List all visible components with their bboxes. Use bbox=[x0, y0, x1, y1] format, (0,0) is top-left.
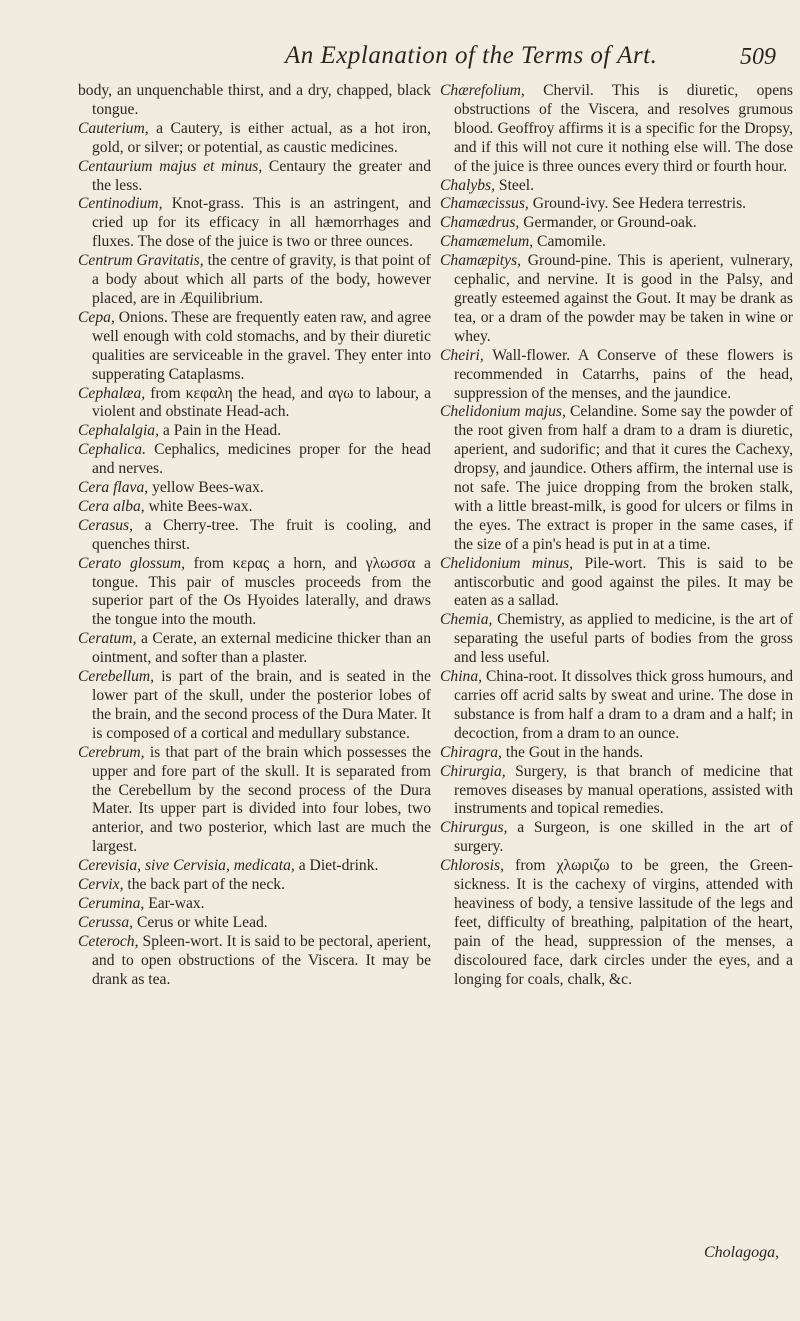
glossary-entry bbox=[78, 252, 431, 309]
entry-definition: Germander, or Ground-oak. bbox=[523, 214, 697, 232]
entry-definition: China-root. It dissolves thick gross humours, and carries off acrid salts by sweat and urine. The dose in substance is from half a dram to a dram and a half; in decoction, from a dram to an ounce. bbox=[454, 668, 793, 742]
entry-term: Cerasus, bbox=[78, 516, 134, 534]
entry-definition: Steel. bbox=[498, 176, 535, 194]
right-column bbox=[440, 82, 793, 990]
entry-term: Cera flava, bbox=[78, 479, 149, 497]
entry-definition: a Surgeon, is one skilled in the art of surgery. bbox=[454, 819, 794, 856]
glossary-entry bbox=[78, 120, 431, 158]
glossary-entry bbox=[78, 895, 431, 914]
glossary-entry bbox=[440, 555, 793, 612]
entry-definition: from χλωριζω to be green, the Green-sickness. It is the cachexy of virgins, attended with heaviness of body, a tensive lassitude of the legs and feet, difficulty of breathing, palpitation of the heart, pain of the head, suppression of the menses, a discoloured face, dark circles under the eyes, and a longing for coals, chalk, &c. bbox=[454, 857, 794, 988]
entry-definition: a Cherry-tree. The fruit is cooling, and quenches thirst. bbox=[92, 516, 431, 553]
entry-term: Cerato glossum, bbox=[78, 554, 185, 572]
entry-term: Cerevisia, sive Cervisia, medicata, bbox=[78, 857, 295, 875]
entry-definition: Spleen-wort. It is said to be pectoral, aperient, and to open obstructions of the Viscera. It may be drank as tea. bbox=[92, 932, 431, 988]
glossary-entry bbox=[440, 763, 793, 820]
entry-term: Centaurium majus et minus, bbox=[78, 157, 263, 175]
entry-definition: a Cerate, an external medicine thicker than an ointment, and softer than a plaster. bbox=[92, 630, 431, 667]
glossary-entry bbox=[78, 857, 431, 876]
entry-term: Cera alba, bbox=[78, 497, 145, 515]
entry-definition: Ear-wax. bbox=[148, 894, 205, 912]
glossary-entry bbox=[440, 403, 793, 554]
entry-term: Cephalalgia, bbox=[78, 422, 159, 440]
entry-term: Cephalica. bbox=[78, 441, 146, 459]
entry-definition: a Diet-drink. bbox=[298, 857, 379, 875]
entry-definition: Chemistry, as applied to medicine, is the art of separating the useful parts of bodies from the gross and less useful. bbox=[454, 611, 793, 667]
entry-term: Cerussa, bbox=[78, 913, 134, 931]
entry-definition: Ground-ivy. See Hedera terrestris. bbox=[532, 195, 747, 213]
entry-term: Centrum Gravitatis, bbox=[78, 252, 204, 270]
entry-definition: Ground-pine. This is aperient, vulnerary, cephalic, and nervine. It is good in the Palsy, and greatly esteemed against the Gout. It may be drank as tea, or a dram of the powder may be taken in wine or whey. bbox=[454, 252, 793, 345]
glossary-entry bbox=[78, 309, 431, 385]
entry-definition: Wall-flower. A Conserve of these flowers is recommended in Catarrhs, pains of the head, suppression of the menses, and the jaundice. bbox=[454, 346, 793, 402]
glossary-entry bbox=[78, 933, 431, 990]
entry-term: Cepa, bbox=[78, 308, 115, 326]
left-column bbox=[78, 82, 431, 990]
entry-definition: Cephalics, medicines proper for the head and nerves. bbox=[92, 441, 431, 478]
catchword: Cholagoga, bbox=[704, 1244, 780, 1261]
entry-definition: a Cautery, is either actual, as a hot iron, gold, or silver; or potential, as caustic medicines. bbox=[92, 119, 431, 156]
entry-term: Chamæcissus, bbox=[440, 195, 529, 213]
entry-definition: Chervil. This is diuretic, opens obstructions of the Viscera, and resolves grumous blood. Geoffroy affirms it is a specific for the Dropsy, and if this will not cure it nothing else will. The dose of the juice is three ounces every third or fourth hour. bbox=[454, 82, 794, 175]
glossary-entry bbox=[78, 517, 431, 555]
glossary-entry bbox=[78, 422, 431, 441]
entry-term: Cheiri, bbox=[440, 346, 484, 364]
entry-term: Cervix, bbox=[78, 876, 124, 894]
entry-definition: is part of the brain, and is seated in the lower part of the skull, under the posterior lobes of the brain, and the second process of the Dura Mater. It is composed of a cortical and medullary substance. bbox=[92, 668, 431, 742]
entry-definition: Camomile. bbox=[537, 233, 606, 251]
glossary-entry bbox=[440, 177, 793, 196]
entry-definition: Surgery, is that branch of medicine that removes diseases by manual operations, assisted with instruments and topical remedies. bbox=[454, 762, 793, 818]
entry-term: China, bbox=[440, 668, 483, 686]
entry-definition: body, an unquenchable thirst, and a dry, chapped, black tongue. bbox=[78, 82, 431, 118]
entry-term: Ceratum, bbox=[78, 630, 137, 648]
glossary-entry bbox=[440, 857, 793, 989]
entry-term: Cerebellum, bbox=[78, 668, 155, 686]
glossary-entry bbox=[78, 876, 431, 895]
entry-definition: Centaury the greater and the less. bbox=[92, 157, 431, 194]
entry-term: Chiragra, bbox=[440, 743, 502, 761]
entry-term: Ceteroch, bbox=[78, 932, 139, 950]
entry-definition: Cerus or white Lead. bbox=[136, 913, 268, 931]
running-title: An Explanation of the Terms of Art. bbox=[285, 42, 658, 69]
entry-term: Chamædrus, bbox=[440, 214, 520, 232]
glossary-entry bbox=[440, 233, 793, 252]
glossary-entry bbox=[440, 82, 793, 177]
glossary-entry bbox=[78, 82, 431, 120]
glossary-entry bbox=[78, 630, 431, 668]
entry-definition: from κεφαλη the head, and αγω to labour, a violent and obstinate Head-ach. bbox=[92, 384, 431, 421]
glossary-entry bbox=[440, 668, 793, 744]
glossary-entry bbox=[78, 385, 431, 423]
entry-term: Chamæmelum, bbox=[440, 233, 534, 251]
glossary-entry bbox=[78, 914, 431, 933]
entry-term: Chelidonium minus, bbox=[440, 554, 574, 572]
entry-term: Chamæpitys, bbox=[440, 252, 522, 270]
entry-term: Chærefolium, bbox=[440, 82, 525, 99]
glossary-entry bbox=[78, 668, 431, 744]
entry-definition: a Pain in the Head. bbox=[162, 422, 282, 440]
glossary-entry bbox=[78, 744, 431, 857]
entry-term: Chalybs, bbox=[440, 176, 496, 194]
glossary-entry bbox=[440, 195, 793, 214]
entry-term: Chelidonium majus, bbox=[440, 403, 566, 421]
glossary-entry bbox=[78, 158, 431, 196]
glossary-entry bbox=[440, 819, 793, 857]
entry-term: Chemia, bbox=[440, 611, 493, 629]
entry-definition: is that part of the brain which possesses the upper and fore part of the skull. It is separated from the Cerebellum by the second process of the Dura Mater. Its upper part is divided into four lobes, two anterior, and two posterior, which last are much the largest. bbox=[92, 743, 431, 856]
glossary-entry bbox=[78, 195, 431, 252]
glossary-entry bbox=[440, 611, 793, 668]
entry-term: Cauterium, bbox=[78, 119, 149, 137]
entry-definition: Onions. These are frequently eaten raw, and agree well enough with cold stomachs, and by their diuretic qualities are serviceable in the gravel. They enter into supperating Cataplasms. bbox=[92, 308, 431, 383]
entry-definition: Knot-grass. This is an astringent, and cried up for its efficacy in all hæmorrhages and fluxes. The dose of the juice is two or three ounces. bbox=[92, 195, 431, 251]
entry-definition: white Bees-wax. bbox=[148, 497, 253, 515]
glossary-entry bbox=[78, 555, 431, 631]
glossary-entry bbox=[440, 347, 793, 404]
page-number: 509 bbox=[740, 44, 776, 70]
entry-definition: Pile-wort. This is said to be antiscorbutic and good against the piles. It may be eaten as a sallad. bbox=[454, 554, 794, 610]
glossary-entry bbox=[440, 252, 793, 347]
glossary-entry bbox=[440, 214, 793, 233]
entry-term: Chirurgus, bbox=[440, 819, 508, 837]
glossary-entry bbox=[440, 744, 793, 763]
entry-definition: yellow Bees-wax. bbox=[152, 479, 264, 497]
page-header bbox=[0, 42, 800, 82]
entry-definition: the Gout in the hands. bbox=[505, 743, 644, 761]
entry-term: Cephalæa, bbox=[78, 384, 146, 402]
entry-definition: the back part of the neck. bbox=[127, 876, 285, 894]
entry-definition: from κερας a horn, and γλωσσα a tongue. This pair of muscles proceeds from the superior part of the Os Hyoides laterally, and draws the tongue into the mouth. bbox=[92, 554, 431, 629]
glossary-entry bbox=[78, 498, 431, 517]
glossary-entry bbox=[78, 441, 431, 479]
entry-definition: the centre of gravity, is that point of a body about which all parts of the body, however placed, are in Æquilibrium. bbox=[92, 252, 431, 307]
entry-term: Chlorosis, bbox=[440, 857, 504, 875]
entry-term: Cerebrum, bbox=[78, 743, 145, 761]
entry-term: Cerumina, bbox=[78, 894, 145, 912]
entry-term: Centinodium, bbox=[78, 195, 163, 213]
glossary-entry bbox=[78, 479, 431, 498]
entry-term: Chirurgia, bbox=[440, 762, 506, 780]
entry-definition: Celandine. Some say the powder of the root given from half a dram to a dram is diuretic, aperient, and sudorific; and that it cures the Cachexy, dropsy, and jaundice. Others affirm, the internal use is not safe. The juice dropping from the broken stalk, with a little breast-milk, is good for ulcers or films in the eyes. The extract is proper in the same cases, if the size of a pin's head is put in at a time. bbox=[454, 403, 793, 553]
